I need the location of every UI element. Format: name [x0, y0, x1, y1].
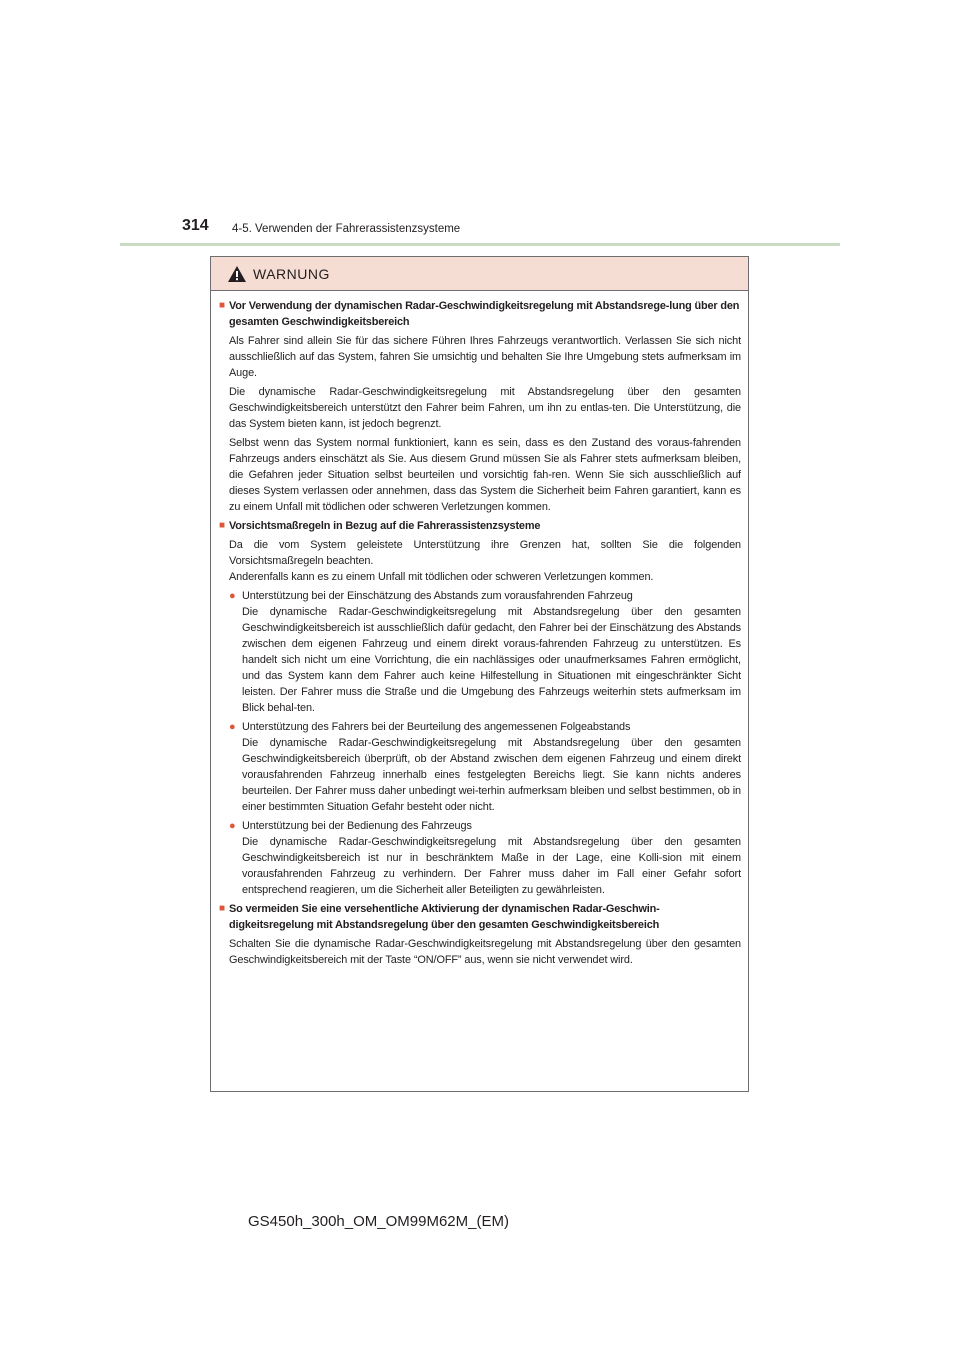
section-title: 4-5. Verwenden der Fahrerassistenzsysteme — [232, 223, 461, 235]
bullet-text: Die dynamische Radar-Geschwindigkeitsregelung mit Abstandsregelung über den gesamten Geschwindigkeitsbereich überprüft, ob der Abstand zwischen dem eigenen Fahrzeug und einem direkt vorausfahrenden Fahrzeug innerhalb eines festgelegten Bereichs liegt. Sie kann nichts anderes beurteilen. Der Fahrer muss daher unbedingt wei-terhin aufmerksam bleiben und selbst bestimmen, ob in einer bestimmten Situation Gefahr besteht oder nicht. — [242, 737, 741, 813]
section-heading: ■ Vorsichtsmaßregeln in Bezug auf die Fahrerassistenzsysteme — [219, 520, 541, 532]
list-item — [229, 818, 741, 898]
page-number: 314 — [182, 217, 209, 234]
bullet-title: Unterstützung bei der Bedienung des Fahrzeugs — [242, 820, 472, 832]
circle-bullet-icon: ● — [229, 721, 236, 733]
square-bullet-icon: ■ — [219, 520, 226, 531]
list-item — [229, 588, 741, 716]
paragraph: Die dynamische Radar-Geschwindigkeitsregelung mit Abstandsregelung über den gesamten Geschwindigkeitsbereich unterstützt den Fahrer beim Fahren, um ihn zu entlas-ten. Die Unterstützung, die das System bieten kann, ist jedoch begrenzt. — [229, 386, 741, 430]
list-item — [229, 719, 741, 815]
section-heading: ■ Vor Verwendung der dynamischen Radar-Geschwindigkeitsregelung mit Abstandsrege-lung über den gesamten Geschwindigkeitsbereich — [219, 300, 740, 328]
bullet-text: Die dynamische Radar-Geschwindigkeitsregelung mit Abstandsregelung über den gesamten Geschwindigkeitsbereich ist nur in beschränktem Maße in der Lage, eine Kolli-sion mit einem vorausfahrenden Fahrzeug zu verhindern. Der Fahrer muss daher im Fall einer Gefahr sofort entsprechend reagieren, um die Sicherheit aller Beteiligten zu gewährleisten. — [242, 836, 741, 896]
warning-body — [211, 291, 748, 968]
square-bullet-icon: ■ — [219, 903, 226, 914]
paragraph: Als Fahrer sind allein Sie für das sichere Führen Ihres Fahrzeugs verantwortlich. Verlassen Sie sich nicht ausschließlich auf das System, fahren Sie umsichtig und behalten Sie Ihre Umgebung stets aufmerksam im Auge. — [229, 335, 741, 379]
document-code: GS450h_300h_OM_OM99M62M_(EM) — [248, 1213, 509, 1230]
bullet-title: Unterstützung bei der Einschätzung des Abstands zum vorausfahrenden Fahrzeug — [242, 590, 633, 602]
paragraph: Schalten Sie die dynamische Radar-Geschwindigkeitsregelung mit Abstandsregelung über den gesamten Geschwindigkeitsbereich mit der Taste “ON/OFF” aus, wenn sie nicht verwendet wird. — [229, 938, 741, 966]
circle-bullet-icon: ● — [229, 590, 236, 602]
section-heading: ■ So vermeiden Sie eine versehentliche Aktivierung der dynamischen Radar-Geschwin-digkeitsregelung mit Abstandsregelung über den gesamten Geschwindigkeitsbereich — [219, 903, 660, 931]
circle-bullet-icon: ● — [229, 820, 236, 832]
bullet-text: Die dynamische Radar-Geschwindigkeitsregelung mit Abstandsregelung über den gesamten Geschwindigkeitsbereich ist ausschließlich dafür gedacht, den Fahrer bei der Einschätzung des Abstands zwischen dem eigenen Fahrzeug und einem direkt voraus-fahrenden Fahrzeug zu unterstützen. Es handelt sich nicht um eine Vorrichtung, die ein nachlässiges oder unaufmerksames Fahren ermöglicht, und das System kann dem Fahrer auch keine Hilfestellung in Situationen mit eingeschränkter Sicht leisten. Der Fahrer muss die Straße und die Umgebung des Fahrzeugs weiterhin stets aufmerksam im Blick behal-ten. — [242, 606, 741, 714]
square-bullet-icon: ■ — [219, 300, 226, 311]
warning-header — [211, 257, 748, 291]
warning-title: WARNUNG — [253, 265, 330, 282]
paragraph: Selbst wenn das System normal funktioniert, kann es sein, dass es den Zustand des voraus-fahrenden Fahrzeugs anders einschätzt als Sie. Aus diesem Grund müssen Sie als Fahrer stets aufmerksam bleiben, die Gefahren jeder Situation selbst beurteilen und vorsichtig fah-ren. Wenn Sie sich ausschließlich auf dieses System verlassen oder annehmen, dass das System die Sicherheit beim Fahren garantiert, kann es zu einem Unfall mit tödlichen oder schweren Verletzungen kommen. — [229, 437, 741, 513]
header-rule — [120, 243, 840, 246]
paragraph: Da die vom System geleistete Unterstützung ihre Grenzen hat, sollten Sie die folgenden Vorsichtsmaßregeln beachten. Anderenfalls kann es zu einem Unfall mit tödlichen oder schweren Verletzungen kommen. — [229, 539, 741, 583]
warning-box — [210, 256, 749, 1092]
warning-triangle-icon — [227, 265, 247, 283]
bullet-title: Unterstützung des Fahrers bei der Beurteilung des angemessenen Folgeabstands — [242, 721, 631, 733]
